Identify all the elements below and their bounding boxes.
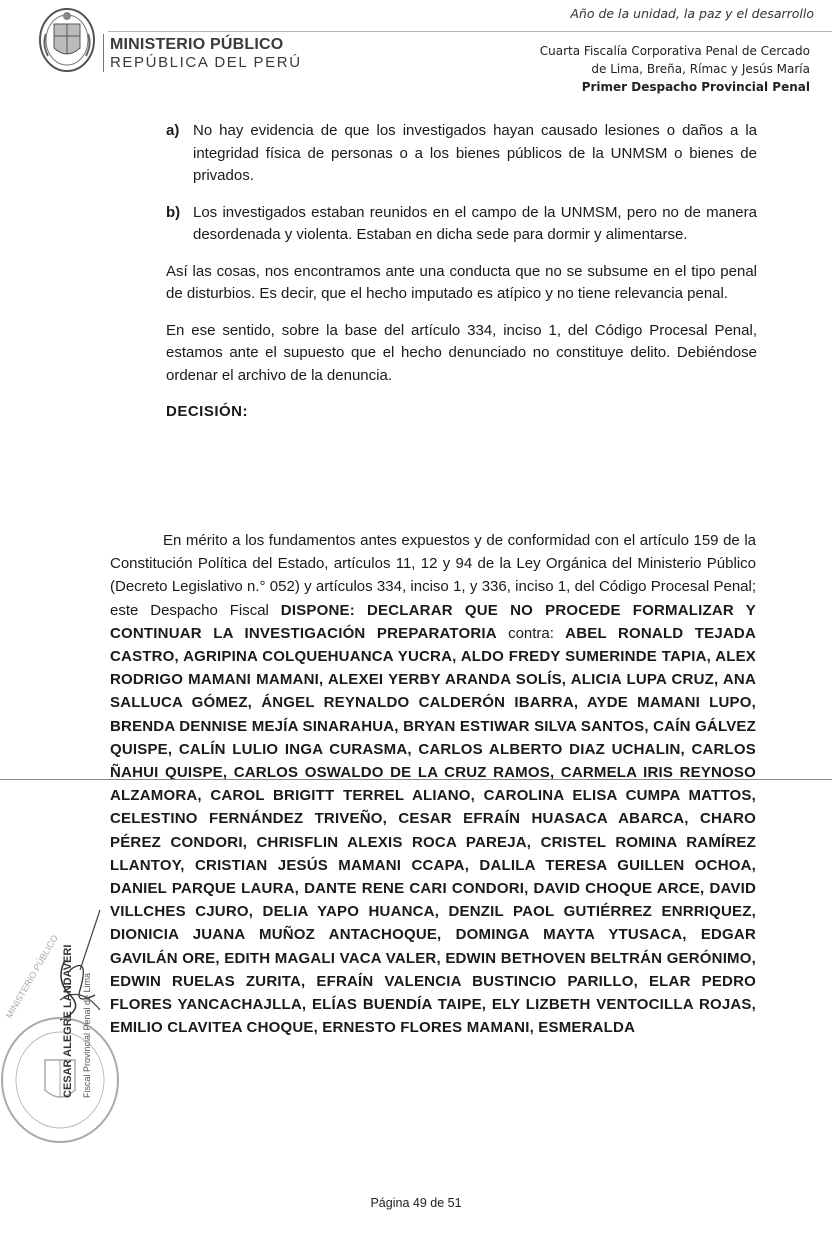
page-number: Página 49 de 51 [370,1196,462,1210]
institution-name: MINISTERIO PÚBLICO [110,36,284,53]
decision-dispone: DISPONE: DECLARAR QUE NO PROCEDE FORMALIZAR Y CONTINUAR LA INVESTIGACIÓN PREPARATORIA [110,601,756,642]
office-line-3: Primer Despacho Provincial Penal [581,80,810,94]
item-b-text: Los investigados estaban reunidos en el campo de la UNMSM, pero no de manera desordenada y violenta. Estaban en dicha sede para dormir y alimentarse. [193,203,757,243]
item-a-label: a) [166,122,180,139]
country-name: REPÚBLICA DEL PERÚ [110,54,302,71]
header-rule [108,31,832,32]
decision-intro: En mérito a los fundamentos antes expuestos y de conformidad con el artículo 159 de la Constitución Política del Estado, artículos 11, 12 y 94 de la Ley Orgánica del Ministerio Público (Decreto Legislativo n.° 052) y artículos 334, inciso 1, y 336, inciso 1, del Código Procesal Penal; este Despacho Fiscal [110,532,756,619]
decision-names: ABEL RONALD TEJADA CASTRO, AGRIPINA COLQUEHUANCA YUCRA, ALDO FREDY SUMERINDE TAPIA, ALEX RODRIGO MAMANI MAMANI, ALEXEI YERBY ARANDA SOLÍS, ALICIA LUPA CRUZ, ANA SALLUCA GÓMEZ, ÁNGEL REYNALDO CALDERÓN IBARRA, AYDE MAMANI LUPO, BRENDA DENNISE MEJÍA SINARAHUA, BRYAN ESTIWAR SILVA SANTOS, CAÍN GÁLVEZ QUISPE, CALÍN LULIO INGA CURASMA, CARLOS ALBERTO DIAZ UCHALIN, CARLOS ÑAHUI QUISPE, CARLOS OSWALDO DE LA CRUZ RAMOS, CARMELA IRIS REYNOSO ALZAMORA, CAROL BRIGITT TERREL ALIANO, CAROLINA ELISA CUMPA MATTOS, CELESTINO FERNÁNDEZ TRIVEÑO, CESAR EFRAÍN HUASACA ABARCA, CHARO PÉREZ CONDORI, CHRISFLIN ALEXIS ROCA PAREJA, CRISTEL ROMINA RAMÍREZ LLANTOY, CRISTIAN JESÚS MAMANI CCAPA, DALILA TERESA GUILLEN OCHOA, DANIEL PARQUE LAURA, DANTE RENE CARI CONDORI, DAVID CHOQUE ARCE, DAVID VILLCHES CJURO, DELIA YAPO HUANCA, DENZIL PAOL GUTIÉRREZ ENRRIQUEZ, DIONICIA JUANA MUÑOZ ANTACHOQUE, DOMINGA MAYTA YTUSACA, EDGAR GAVILÁN ORE, EDITH MAGALI VACA VALER, EDWIN BETHOVEN BELTRÁN GERÓNIMO, EDWIN RUELAS ZURITA, EFRAÍN VALENCIA BUSTINCIO PARILLO, ELAR PEDRO FLORES YANCACHAJLLA, ELÍAS BUENDÍA TAIPE, ELY LIZBETH VENTOCILLA ROJAS, EMILIO CLAVITEA CHOQUE, ERNESTO FLORES MAMANI, ESMERALDA [110,624,756,1037]
decision-heading: DECISIÓN: [166,403,249,420]
coat-of-arms-icon [36,4,98,74]
seal-text: MINISTERIO PÚBLICO [4,933,60,1020]
main-content [166,120,757,440]
decision-text [110,529,756,1039]
decision-contra: contra: [496,624,566,642]
office-block [520,42,832,96]
decision-paragraph [110,529,756,1039]
year-motto: Año de la unidad, la paz y el desarrollo [570,6,814,21]
item-a-text: No hay evidencia de que los investigados hayan causado lesiones o daños a la integridad física de personas o a los bienes públicos de la UNMSM o bienes de privados. [193,122,757,184]
office-line-1: Cuarta Fiscalía Corporativa Penal de Cercado [539,44,810,58]
stamp-role: Fiscal Provincial Penal de Lima [82,972,92,1098]
item-b-label: b) [166,203,181,221]
stamp-name: CESAR ALEGRE LANDAVERI [62,944,74,1098]
list-item-a [166,120,757,188]
scan-fold-line [0,779,832,780]
office-line-2: de Lima, Breña, Rímac y Jesús María [591,62,810,76]
paragraph-legal-basis: En ese sentido, sobre la base del artículo 334, inciso 1, del Código Procesal Penal, estamos ante el supuesto que el hecho denunciado no constituye delito. Debiéndose ordenar el archivo de la denuncia. [166,321,757,384]
list-item-b [166,202,757,247]
paragraph-conclusion: Así las cosas, nos encontramos ante una conducta que no se subsume en el tipo penal de disturbios. Es decir, que el hecho imputado es atípico y no tiene relevancia penal. [166,262,757,302]
logo-divider [103,34,104,72]
